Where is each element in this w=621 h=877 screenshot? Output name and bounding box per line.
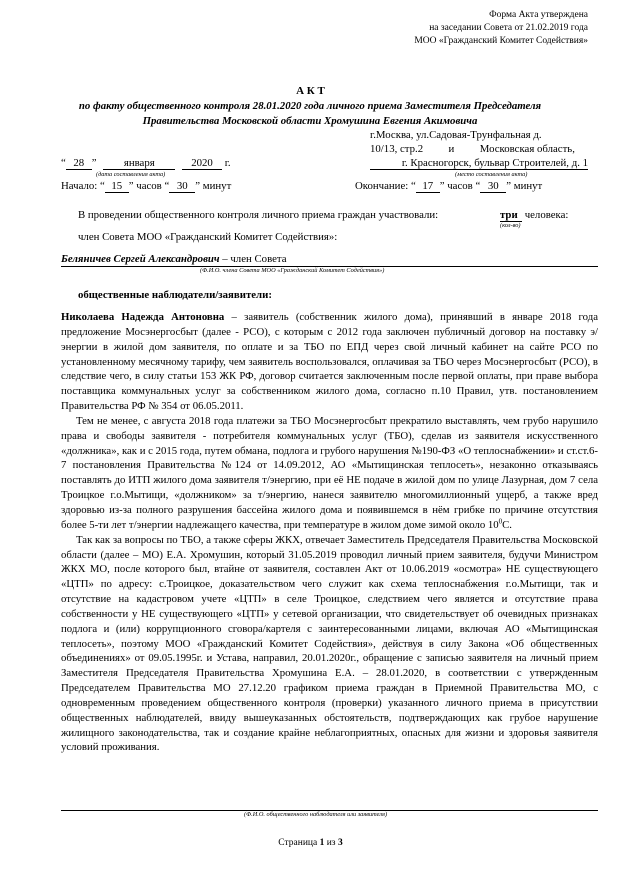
header-line-1: Форма Акта утверждена — [489, 10, 588, 20]
date-year: 2020 — [182, 157, 222, 170]
address-line-2: 10/13, стр.2 и Московская область, — [370, 143, 575, 155]
date-day: 28 — [66, 157, 92, 170]
document-title: А К Т — [296, 85, 325, 97]
participants-intro: В проведении общественного контроля личного приема граждан участвовали: — [78, 209, 439, 221]
applicant-caption: (Ф.И.О. общественного наблюдателя или заявителя) — [244, 811, 388, 818]
header-line-3: МОО «Гражданский Комитет Содействия» — [414, 36, 588, 46]
act-body — [61, 310, 598, 755]
count-caption: (кол-во) — [500, 222, 521, 229]
page-number: Страница 1 из 3 — [278, 838, 343, 848]
participants-count: три человека: — [500, 209, 569, 221]
document-subtitle: по факту общественного контроля 28.01.2020 года личного приема Заместителя Председателя Правительства Московской области Хромушина Евгения Акимовича — [78, 100, 542, 127]
council-member-name: Беляничев Сергей Александрович — [61, 253, 220, 265]
start-time: Начало: “ 15 ” часов “ 30 ” минут — [61, 180, 232, 192]
paragraph-3: Так как за вопросы по ТБО, а также сферы ЖКХ, отвечает Заместитель Председателя Правительства Московской области (далее – МО) Е.А. Хромушин, который 31.05.2019 проводил личный прием заявителя, будучи Министром ЖКХ МО, после которого был, втайне от заявителя, составлен Акт от 10.06.2019 «осмотра» НЕ существующего «ЦТП» по адресу: с.Троицкое, доказательством чего служит как схема теплоснабжения г.о.Мытищи, так и отсутствие на кадастровом учете «ЦТП» в селе Троицкое, следствием чего является и отсутствие права собственности у НЕ существующего «ЦТП» у сетевой организации, что свидетельствует об очевидных признаках подлога и (или) коррупционного сговора/картеля с заинтересованными лицами, включая АО «Мытищинская теплосеть», поэтому МОО «Гражданский Комитет Содействия», действуя в силу Закона «Об общественных объединениях» от 09.05.1995г. и Устава, направил, 20.01.2020г., обращение с записью заявителя на личный прием Заместителя Председателя Правительства Хромушина Е.А. – 28.01.2020, в соответствии с утвержденным Председателем Правительства МО 27.12.20 графиком приема граждан в Приемной Правительства МО, с одновременным проведением общественного контроля (проверки) указанного личного приема в присутствии общественных наблюдателей, ввиду вышеуказанных обстоятельств, подтверждающих как грубое нарушение жилищного законодательства, так и создание крайне неблагоприятных, опасных для жизни и здоровья заявителя условий проживания. — [61, 533, 598, 754]
address-line-3: г. Красногорск, бульвар Строителей, д. 1 — [370, 157, 588, 170]
end-hour: 17 — [416, 180, 440, 193]
paragraph-1: Николаева Надежда Антоновна – заявитель (собственник жилого дома), принявший в январе 2018 года предложение Мосэнергосбыт (далее - РСО), с которым с 2012 года заключен публичный договор на поставку э/энергии в жилой дом заявителя, по оплате и за ТБО по ЕПД через свой личный кабинет на сайте РСО по установленному месячному тарифу, чем заявитель воспользовался, оплачивая за ТБО через Мосэнергосбыт (РСО), в следствие чего, в силу статьи 153 ЖК РФ, договор считается заключенным после первой оплаты, при праве выбора поставщика коммунальных услуг за собственником жилого дома, согласно п.10 Правил, утв. постановлением Правительства РФ № 354 от 06.05.2011. — [61, 311, 598, 413]
form-approval-header — [414, 9, 588, 48]
end-minute: 30 — [480, 180, 506, 193]
council-member-role: – член Совета — [222, 253, 287, 265]
applicant-name: Николаева Надежда Антоновна — [61, 311, 225, 323]
start-minute: 30 — [169, 180, 195, 193]
address-caption: (место составления акта) — [455, 171, 528, 178]
paragraph-2: Тем не менее, с августа 2018 года платежи за ТБО Мосэнергосбыт прекратило выставлять, чем грубо нарушило права и свободы заявителя - потребителя коммунальных услуг (ТБО), сделав из заявителя искусственного «должника», как и с 2015 года, путем обмана, подлога и грубого нарушения №190-ФЗ «О теплоснабжении» и ст.ст.6-7 постановления Правительства №124 от 14.09.2012, АО «Мытищинская теплосеть», незаконно отказываясь поставлять до ИТП жилого дома заявителя т/энергию, при её НЕ подаче в жилой дом по улице Лазурная, дом 7 села Троицкое г.о.Мытищи, «должником» за т/энергию, нанеся заявителю многомиллионный ущерб, а также вред здоровью из-за полного разрушения бассейна жилого дома и появившемся в нём грибке по причине отсутствия более 5-ти лет т/энергии надлежащего качества, при температуре в жилом доме зимой около $10^0С$. — [61, 414, 598, 531]
end-time: Окончание: “ 17 ” часов “ 30 ” минут — [355, 180, 543, 192]
act-date: “ 28 ” января 2020 г. — [61, 157, 231, 169]
address-line-1: г.Москва, ул.Садовая-Трунфальная д. — [370, 129, 542, 141]
date-month: января — [103, 157, 175, 170]
start-hour: 15 — [105, 180, 129, 193]
date-caption: (дата составления акта) — [96, 171, 166, 178]
council-member-line: член Совета МОО «Гражданский Комитет Содействия»: — [78, 231, 338, 243]
council-member — [61, 253, 287, 265]
member-caption: (Ф.И.О. члена Совета МОО «Гражданский Комитет Содействия») — [200, 267, 385, 274]
header-line-2: на заседании Совета от 21.02.2019 года — [429, 23, 588, 33]
observers-heading: общественные наблюдатели/заявители: — [78, 289, 272, 301]
